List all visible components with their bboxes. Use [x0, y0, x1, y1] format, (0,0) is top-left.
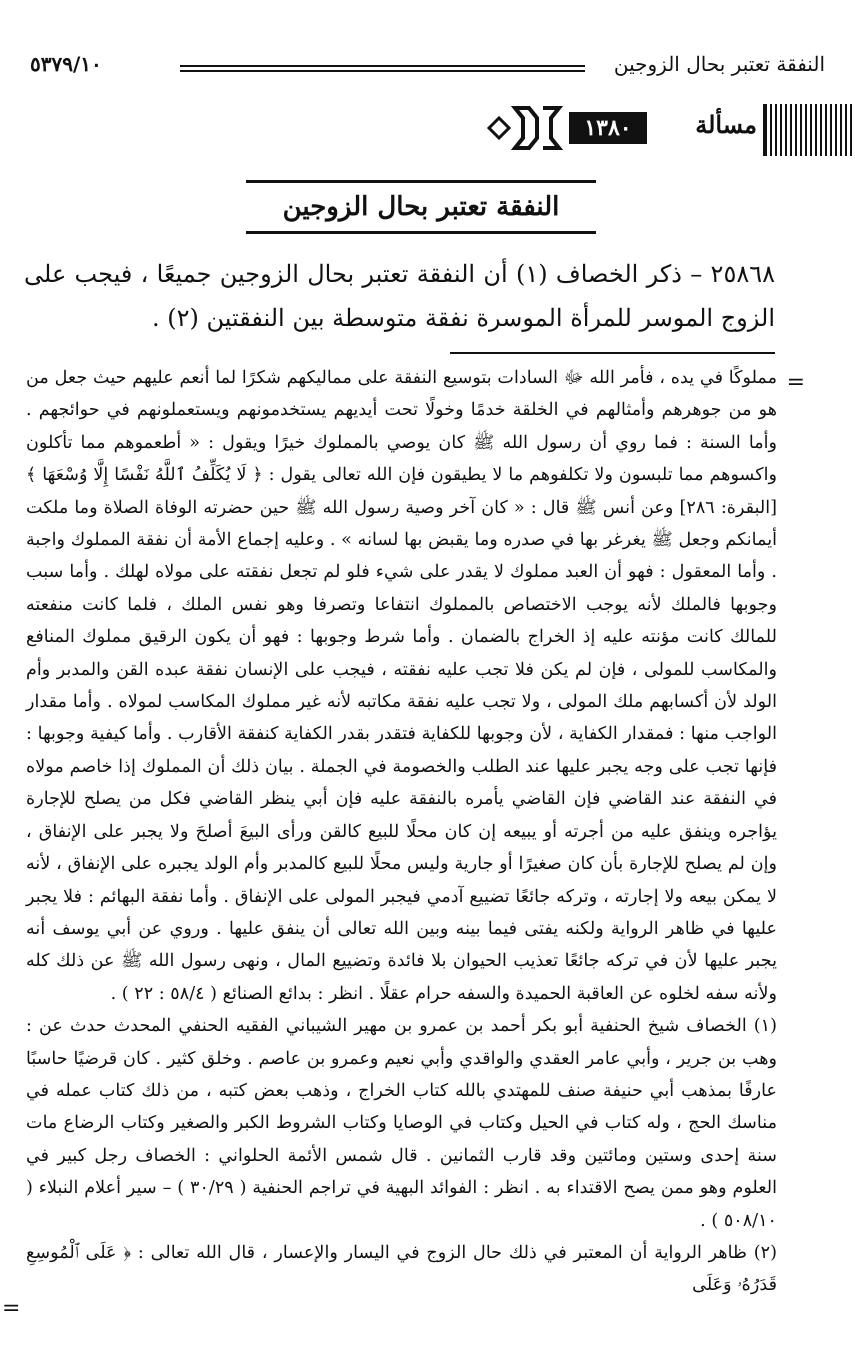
footnote-1: (١) الخصاف شيخ الحنفية أبو بكر أحمد بن عمرو بن مهير الشيباني الفقيه الحنفي المحدث حدث عن : وهب بن جرير ، وأبي عامر العقدي والواقدي وأبي نعيم وعمرو بن عاصم . وخلق كثير . كان قرضيًا حاسبًا عارفًا بمذهب أبي حنيفة صنف للمهتدي بالله كتاب الخراج ، وذهب بعض كتبه ، من ذلك كتاب عمله في مناسك الحج ، وله كتاب في الحيل وكتاب في الوصايا وكتاب الشروط الكبر والصغير وكتاب الرضاع مات سنة إحدى وستين ومائتين وقد قارب الثمانين . قال شمس الأئمة الحلواني : الخصاف رجل كبير في العلوم وهو ممن يصح الاقتداء به . انظر : الفوائد البهية في تراجم الحنفية ( ٣٠/٢٩ ) – سير أعلام النبلاء ( ٥٠٨/١٠ ) .: [26, 1016, 777, 1231]
running-head: [30, 52, 825, 86]
issue-number: ١٣٨٠: [569, 112, 647, 144]
footnote-continued: مملوكًا في يده ، فأمر الله ﷻ السادات بتوسيع النفقة على مماليكهم شكرًا لما أنعم عليهم حيث جعل من هو من جوهرهم وأمثالهم في الخلقة خدمًا وخولًا تحت أيديهم يستخدمونهم ويستعملونهم في حوائجهم . وأما السنة : فما روي أن رسول الله ﷺ كان يوصي بالمملوك خيرًا ويقول : « أطعموهم مما تأكلون واكسوهم مما تلبسون ولا تكلفوهم ما لا يطيقون فإن الله تعالى يقول : ﴿ لَا يُكَلِّفُ ٱللَّهُ نَفْسًا إِلَّا وُسْعَهَا ﴾ [البقرة: ٢٨٦] وعن أنس ﷺ قال : « كان آخر وصية رسول الله ﷺ حين حضرته الوفاة الصلاة وما ملكت أيمانكم وجعل ﷺ يغرغر بها في صدره وما يقبض بها لسانه » . وعليه إجماع الأمة أن نفقة المملوك واجبة . وأما المعقول : فهو أن العبد مملوك لا يقدر على شيء فلو لم تجعل نفقته على مولاه لهلك . وأما سبب وجوبها فالملك لأنه يوجب الاختصاص بالمملوك انتفاعا وتصرفا وهو نفس الملك ، فلما كانت منفعته للمالك كانت مؤنته عليه إذ الخراج بالضمان . وأما شرط وجوبها : فهو أن يكون الرقيق مملوك المنافع والمكاسب للمولى ، فإن لم يكن فلا تجب عليه نفقته ، فيجب على الإنسان نفقة عبده القن والمدبر وأم الولد لأن أكسابهم ملك المولى ، ولا تجب عليه نفقة مكاتبه لأنه غير مملوك المكاسب لمولاه . وأما مقدار الواجب منها : فمقدار الكفاية ، لأن وجوبها للكفاية فتقدر بقدر الكفاية كنفقة الأقارب . وأما كيفية وجوبها : فإنها تجب على وجه يجبر عليها عند الطلب والخصومة في الجملة . بيان ذلك أن المملوك إذا خاصم مولاه في النفقة عند القاضي فإن القاضي يأمره بالنفقة عليه فإن أبي ينظر القاضي فكل من يصلح للإجارة يؤاجره وينفق عليه من أجرته أو يبيعه إن كان محلًا للبيع كالقن ورأى البيعَ أصلحَ ولا يجبر على الإنفاق ، وإن لم يصلح للإجارة بأن كان صغيرًا أو جارية وليس محلًا للبيع كالمدبر وأم الولد يجبره على الإنفاق ، لأنه لا يمكن بيعه ولا إجارته ، وتركه جائعًا تضييع آدمي فيجبر المولى على الإنفاق . وأما نفقة البهائم : فلا يجبر عليها في ظاهر الرواية ولكنه يفتى فيما بينه وبين الله تعالى أن ينفق عليها . وروي عن أبي يوسف أنه يجبر عليها لأن في تركه جائعًا تعذيب الحيوان بلا فائدة وتضييع المال ، ونهى رسول الله ﷺ عن ذلك كله ولأنه سفه لخلوه عن العاقبة الحميدة والسفه حرام عقلًا . انظر : بدائع الصنائع ( ٥٨/٤ : ٢٢ ) .: [26, 368, 777, 1004]
footnote-2: (٢) ظاهر الرواية أن المعتبر في ذلك حال الزوج في اليسار والإعسار ، قال الله تعالى : ﴿ عَلَى ٱلْمُوسِعِ قَدَرُهُۥ وَعَلَى: [26, 1242, 777, 1296]
running-head-rule: [180, 65, 585, 67]
running-head-rule: [180, 70, 585, 72]
running-head-title: النفقة تعتبر بحال الزوجين: [613, 52, 825, 76]
footnotes: [26, 362, 777, 1302]
continuation-mark: =: [2, 1296, 21, 1321]
footnote-separator: [450, 352, 775, 354]
issue-label: مسألة: [695, 110, 757, 139]
ornament-icon: [485, 100, 565, 156]
section-heading: النفقة تعتبر بحال الزوجين: [246, 180, 596, 234]
main-text: ٢٥٨٦٨ – ذكر الخصاف (١) أن النفقة تعتبر بحال الزوجين جميعًا ، فيجب على الزوج الموسر للمرأة الموسرة نفقة متوسطة بين النفقتين (٢) .: [24, 260, 775, 332]
continuation-mark: =: [786, 370, 805, 395]
decorative-bars: [763, 104, 855, 156]
issue-banner: [500, 100, 855, 162]
running-head-number: ٥٣٧٩/١٠: [30, 52, 102, 76]
